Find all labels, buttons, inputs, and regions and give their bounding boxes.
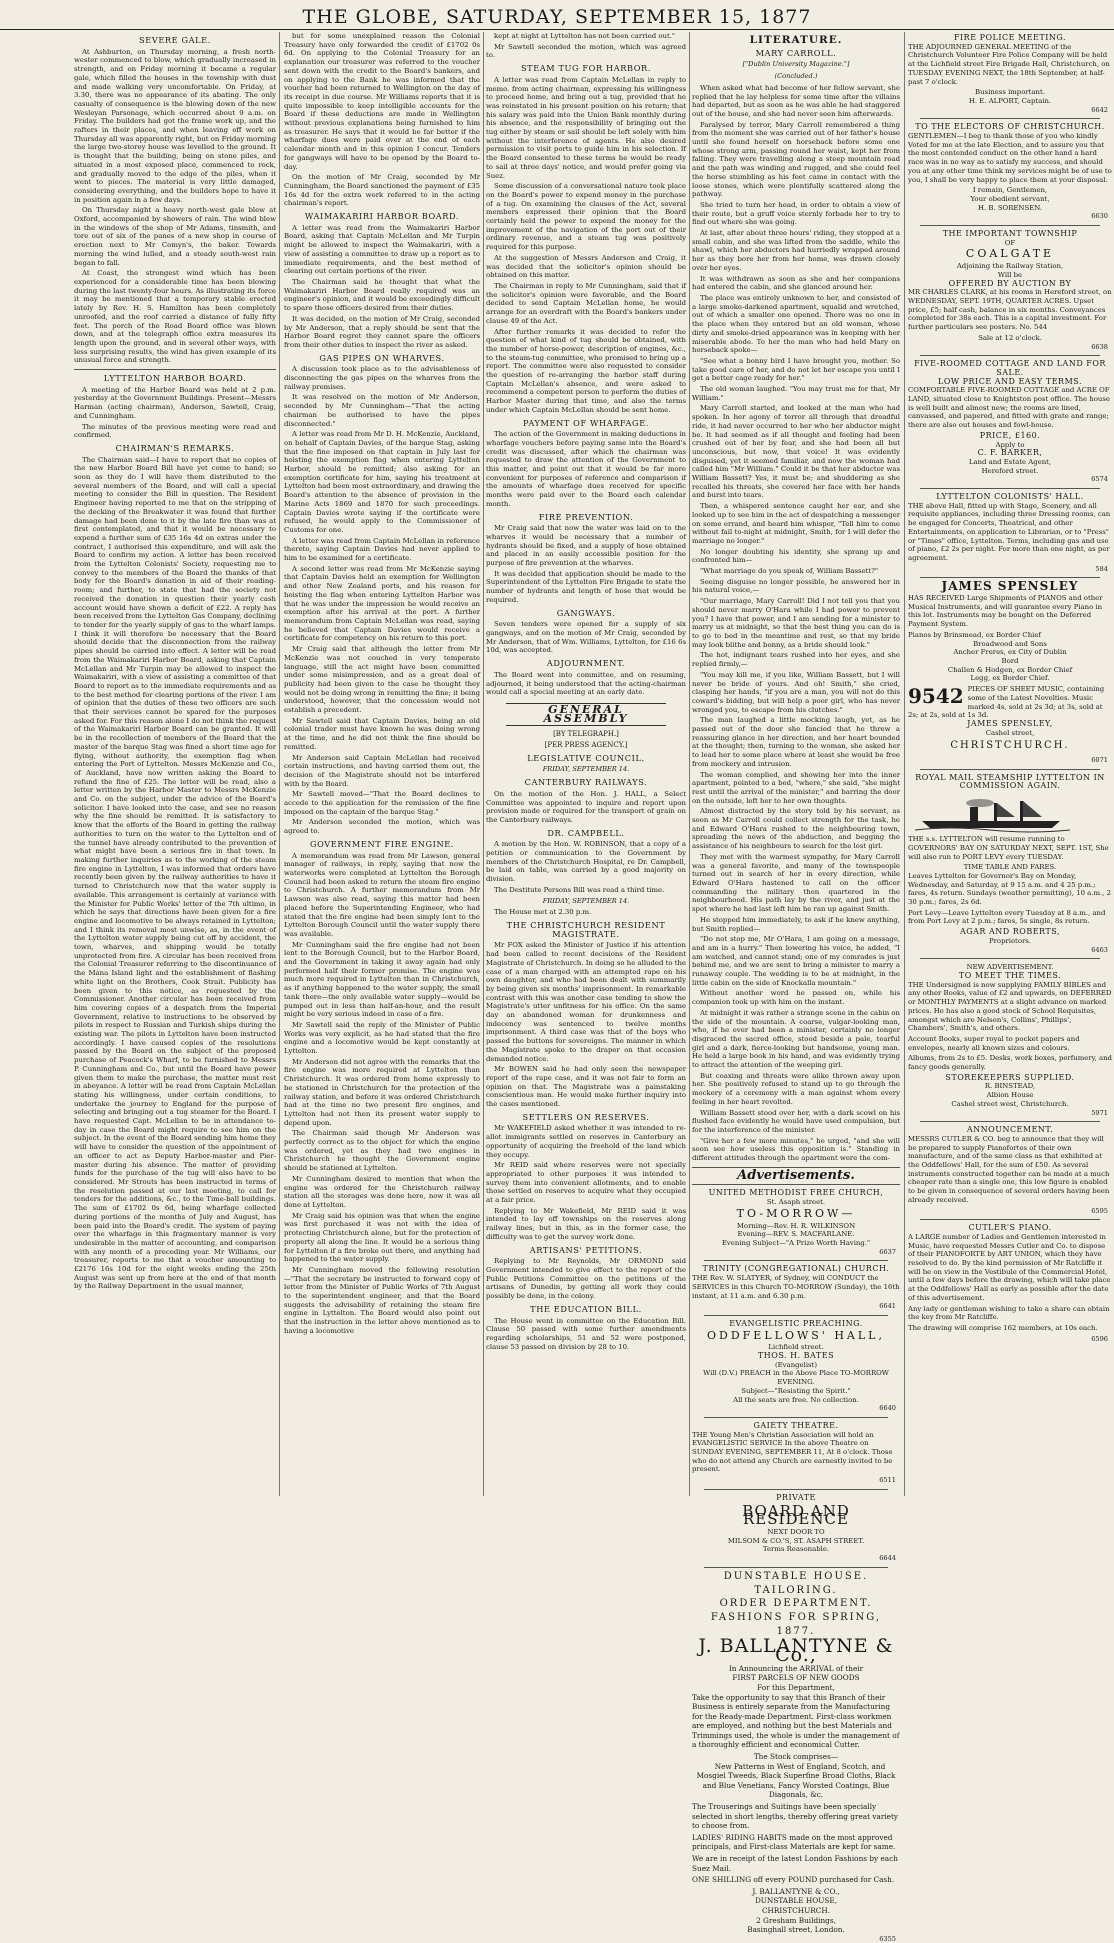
paragraph: "See what a bonny bird I have brought you, mother. So take good care of her, and do not let her escape you until I get a better cage ready for her." bbox=[692, 356, 900, 383]
divider bbox=[704, 1315, 888, 1316]
paragraph: Mr WAKEFIELD asked whether it was intended to re-allot immigrants settled on reserves in Canterbury an opportunity of acquiring the freehold of the land which they occupy. bbox=[486, 1124, 686, 1159]
ad-title: FIVE-ROOMED COTTAGE AND LAND FOR SALE. bbox=[914, 359, 1106, 377]
ad-number: 6595 bbox=[1091, 1206, 1108, 1215]
paragraph: Paralysed by terror, Mary Carroll remembered a thing from the moment she was carried out of her father's house until she found herself on horseback before some one whose strong arm, passing round her waist, kept her from falling. They were travelling along a steep mountain road and the path was winding and rugged, and she could feel the horse stumbling as his feet came in contact with the loose stones, which were plentifully scattered along the pathway. bbox=[692, 120, 900, 199]
headline-severe-gale: SEVERE GALE. bbox=[139, 35, 211, 45]
ad-number: 6644 bbox=[879, 1554, 896, 1563]
ad-text: ONE SHILLING off every POUND purchased for Cash. bbox=[692, 1875, 895, 1885]
ad-line: H. B. SORENSEN. bbox=[978, 203, 1042, 212]
column-rule bbox=[483, 32, 484, 1496]
ad-coalgate bbox=[908, 230, 1112, 351]
ad-text: HAS RECEIVED Large Shipments of PIANOS and other Musical Instruments, and will guarantee every Piano in this lot. Instruments may be bought on the Deferred Payment System. bbox=[908, 594, 1103, 629]
ad-line: Adjoining the Railway Station, bbox=[956, 262, 1064, 271]
ad-line: Albion House bbox=[986, 1091, 1034, 1100]
ad-line: Business important. bbox=[975, 88, 1045, 97]
paragraph: Mr Craig said that now the water was laid on to the wharves it would be necessary that a number of hydrants should be fixed, and a supply of hose obtained and placed in an easily accessible position for the purpose of fire prevention at the wharves. bbox=[486, 524, 686, 568]
ad-line: Sale at 12 o'clock. bbox=[978, 333, 1042, 342]
subheading: THE CHRISTCHURCH RESIDENT MAGISTRATE. bbox=[506, 919, 666, 939]
subheading: STEAM TUG FOR HARBOR. bbox=[520, 63, 652, 74]
ad-colonists-hall bbox=[908, 493, 1112, 573]
dateline: FRIDAY, SEPTEMBER 14. bbox=[542, 765, 630, 774]
paragraph: It was decided that application should be made to the Superintendent of the Lyttelton Fire Brigade to state the number of hydrants and length of hose that would be required. bbox=[486, 569, 686, 604]
ad-line: The Stock comprises— bbox=[753, 1752, 839, 1762]
paragraph: Seven tenders were opened for a supply of six gangways, and on the motion of Mr Craig, seconded by Mr Anderson, that of Wm. Williams, Lyttelton, for £16 6s 10d, was accepted. bbox=[486, 620, 686, 655]
steamship-illustration bbox=[910, 793, 1110, 833]
ad-agent: C. F. BARKER, bbox=[977, 448, 1043, 458]
paragraph: He stopped him immediately, to ask if he knew anything, but Smith replied— bbox=[692, 915, 900, 933]
ad-line: Ancher Freres, ex City of Dublin bbox=[953, 648, 1067, 657]
ad-cottage-sale bbox=[908, 360, 1112, 484]
ad-trinity-church bbox=[692, 1265, 900, 1311]
paragraph: A second letter was read from Mr McKenzie saying that Captain Davies held an exemption for Wellington and other New Zealand ports, and his reason for hoisting the flag when entering Lyttelton Harbor was that he was under the impression he would receive an exemption after his arrival at the port. A further memorandum from Captain McLellan was read, saying he believed that Captain Davies would receive a certificate for competency on his return to this port. bbox=[284, 564, 480, 643]
column-2 bbox=[284, 32, 480, 1496]
ad-role: (Evangelist) bbox=[774, 1360, 818, 1369]
subheading: SETTLERS ON RESERVES. bbox=[522, 1111, 650, 1122]
ad-electors bbox=[908, 123, 1112, 221]
paragraph: Mr Anderson did not agree with the remarks that the fire engine was more required at Lyttelton than Christchurch. It was ordered from home expressly to be stationed in Christchurch for the protection of the railway station, and before it was ordered Christchurch had at the time no two present fire engines, and Lyttelton had not then its present water supply to depend upon. bbox=[284, 1057, 480, 1127]
subheading: PAYMENT OF WHARFAGE. bbox=[523, 417, 649, 428]
subheading: CHAIRMAN'S REMARKS. bbox=[115, 442, 235, 453]
ad-number: 6511 bbox=[879, 1476, 896, 1485]
divider bbox=[74, 369, 276, 370]
ad-line: CHRISTCHURCH. bbox=[761, 1905, 831, 1915]
paragraph: But coaxing and threats were alike thrown away upon her. She positively refused to stand up to go through the mockery of a ceremony with a man against whom every feeling in her heart revolted. bbox=[692, 1071, 900, 1106]
ad-headline: COALGATE bbox=[965, 247, 1055, 261]
ad-text: COMFORTABLE FIVE-ROOMED COTTAGE and ACRE OF LAND, situated close to Knightston post office. The house is well built and almost new; the rooms are lined, canvassed, and papered, and fitted with grate and range; there are also out houses and fowl-house. bbox=[908, 386, 1110, 430]
subheading: WAIMAKARIRI HARBOR BOARD. bbox=[304, 211, 460, 222]
divider bbox=[920, 355, 1100, 356]
ad-hall: ODDFELLOWS' HALL, bbox=[707, 1328, 885, 1342]
ad-line: Terms Reasonable. bbox=[762, 1545, 830, 1554]
paragraph: Mr Craig said that although the letter from Mr McKenzie was not couched in very temperate language, still the act might have been committed under some misimpression, and as a great deal of publicity had been given to the case he thought they would not be doing wrong in remitting the fine; it being understood, however, that the concession would not establish a precedent. bbox=[284, 645, 480, 715]
ad-text: Port Levy—Leave Lyttelton every Tuesday at 8 a.m., and from Port Levy at 2 p.m.; fares, 5s single, 8s return. bbox=[908, 908, 1106, 926]
ad-number: 6596 bbox=[1091, 1334, 1108, 1343]
ad-text: LADIES' RIDING HABITS made on the most approved principals, and First-class Materials are kept for same. bbox=[692, 1832, 896, 1852]
ad-james-spensley bbox=[908, 579, 1112, 765]
ad-methodist-church bbox=[692, 1189, 900, 1256]
ad-title: CUTLER'S PIANO. bbox=[968, 1223, 1052, 1233]
ad-evangelistic-preaching bbox=[692, 1320, 900, 1413]
divider bbox=[920, 1121, 1100, 1122]
ad-text: Any lady or gentleman wishing to take a share can obtain the key from Mr Ratcliffe. bbox=[908, 1304, 1110, 1322]
divider bbox=[920, 1219, 1100, 1220]
paragraph: At the suggestion of Messrs Anderson and Craig, it was decided that the solicitor's opinion should be obtained on this matter. bbox=[486, 253, 686, 280]
divider bbox=[704, 1489, 888, 1490]
paragraph: Mary Carroll started, and looked at the man who had spoken. In her agony of terror all through that dreadful ride, it had never occurred to her who her abductor might be. It had seemed as if all thought and feeling had been crushed out of her by fear, and she had been all but unconscious, but now, that voice! It was evidently disguised, yet it seemed familiar, and now the woman had called him "Mr William." Could it be that her abductor was William Bassett? Yes, it must be; and shuddering as she recalled his threats, she covered her face with her hands and burst into tears. bbox=[692, 404, 900, 500]
ad-line: Subject—"Resisting the Spirit." bbox=[741, 1386, 851, 1395]
paragraph: Mr Sawtell said that Captain Davies, being an old colonial trader must have known he was doing wrong at the time, and he did not think the fine should be remitted. bbox=[284, 716, 480, 751]
ad-headline: BOARD AND RESIDENCE bbox=[742, 1501, 850, 1529]
paragraph: The House went in committee on the Education Bill. Clause 50 passed with some further amendments regarding scholarships, 51 and 52 were postponed, clause 53 passed on division by 28 to 10. bbox=[486, 1316, 686, 1351]
subheading: ADJOURNMENT. bbox=[546, 658, 626, 669]
ad-line: Will (D.V.) PREACH in the Above Place TO-MORROW EVENING. bbox=[703, 1369, 889, 1387]
ad-line: Evening—REV. S. MACFARLANE. bbox=[737, 1230, 855, 1239]
ad-number: 6355 bbox=[879, 1934, 896, 1943]
paragraph: Seeing disguise no longer possible, he answered her in his natural voice,— bbox=[692, 577, 900, 595]
ad-board-residence bbox=[692, 1494, 900, 1563]
subheading: CANTERBURY RAILWAYS. bbox=[524, 777, 648, 788]
ad-text: The drawing will comprise 162 members, at 10s each. bbox=[908, 1324, 1098, 1332]
paragraph: The hot, indignant tears rushed into her eyes, and she replied firmly,— bbox=[692, 651, 900, 669]
paragraph: On the motion of Mr Craig, seconded by Mr Cunningham, the Board sanctioned the payment of £35 16s 4d for the extra work referred to in the acting chairman's report. bbox=[284, 173, 480, 208]
paragraph: The place was entirely unknown to her, and consisted of a large smoke-darkened apartment, squalid and wretched, out of which a smaller one opened. There was no one in the place when they entered but an old woman, whose dirty and smoke-dried appearance was in keeping with her miserable abode. To her the man who had held Mary on horseback spoke— bbox=[692, 293, 900, 355]
paragraph: Then, a whispered sentence caught her ear, and she looked up to see him in the act of despatching a messenger on some errand, and heard him whisper, "Tell him to come without fail to-night at midnight, Smith, for I will defer the marriage no longer." bbox=[692, 502, 901, 545]
paragraph: Mr REID said where reserves were not specially appropriated to other purposes it was intended to survey them into convenient allotments, and to enable those settled on reserves to acquire what they occupied at a fair price. bbox=[486, 1161, 686, 1205]
ad-number: 6463 bbox=[1091, 945, 1108, 954]
ad-line: Pianos by Brinsmead, ex Border Chief bbox=[908, 630, 1041, 639]
ad-line: Evening Subject—"A Prize Worth Having." bbox=[721, 1239, 871, 1247]
ad-number: 6641 bbox=[879, 1302, 896, 1311]
divider bbox=[920, 118, 1100, 119]
subheading: GANGWAYS. bbox=[556, 607, 616, 618]
ad-text: A LARGE number of Ladies and Gentlemen interested in Music, have requested Messrs Cutler and Co. to dispose of their PIANOFORTE by ART UNION, which they have resolved to do. By the kind permission of Mr Ratcliffe it will be on view in the Vestibule of the Commercial Hotel, until a few days before the drawing, which will take place at the Oddfellows' Hall as early as possible after the date of this advertisement. bbox=[908, 1232, 1111, 1302]
paragraph: "Do not stop me, Mr O'Hara, I am going on a message, and am in a hurry." Then lowering his voice, he added, "I am watched, and cannot stand; one of my comrades is just behind me, and we are sent to bring a minister to marry a runaway couple. The wedding is to be at midnight, in the little cabin on the side of Knockalla mountain." bbox=[692, 935, 900, 987]
ad-line: Your obedient servant, bbox=[970, 194, 1050, 203]
paragraph: The Board went into committee, and on resuming, adjourned, it being understood that the acting-chairman would call a special meeting at an early date. bbox=[486, 670, 686, 697]
ad-number: 6637 bbox=[879, 1247, 896, 1256]
ad-text: Albums, from 2s to £5. Desks, work boxes, perfumery, and fancy goods generally. bbox=[908, 1054, 1112, 1072]
ad-title: ANNOUNCEMENT. bbox=[966, 1125, 1054, 1135]
paragraph: At Ashburton, on Thursday morning, a fresh north-wester commenced to blow, which gradually increased in strength, and on Friday morning it became a regular gale, which filled the houses in the township with dust and made walking very uncomfortable. On Friday, at 3.30, there was no appearance of its abating. The only casualty of consequence is the blowing down of the new Wesleyan Parsonage, which occurred about 9 a.m. on Friday. The builders had got the frame work up, and the rafters in their places, and when leaving off work on Thursday all was apparently right, but on Friday morning the large two-storey house was levelled to the ground. It is thought that the building, being on stone piles, and situated in a most exposed place, commenced to rock, and gradually moved to the edge of the piles, when it went to pieces. The material is very little damaged, considering everything, and the builders hope to have it in position again in a few days. bbox=[74, 47, 276, 204]
ad-number: 6574 bbox=[1091, 475, 1108, 484]
paragraph: On the motion of the Hon. J. HALL, a Select Committee was appointed to inquire and report upon provision made or required for the transport of grain on the Canterbury railways. bbox=[486, 789, 686, 824]
column-5 bbox=[908, 32, 1112, 1496]
ad-title: TO MEET THE TIMES. bbox=[958, 970, 1062, 980]
ad-line: Will be bbox=[997, 270, 1023, 279]
ad-line: MILSOM & CO.'S, ST. ASAPH STREET. bbox=[727, 1536, 865, 1545]
paragraph: On Thursday night a heavy north-west gale blew at Oxford, accompanied by showers of rain. The wind blew in the windows of the shop of Mr Adams, tinsmith, and tore out of six of the panes of a new shop in course of erection next to Mr Comyn's, the baker. Towards morning the wind lulled, and a steady south-west rain began to fall. bbox=[74, 206, 276, 267]
paragraph: Mr Cunningham said the fire engine had not been lent to the Borough Council, but to the Harbor Board, and the Government in taking it away again had only performed half their former promise. The engine was much more required in Lyttelton than in Christchurch, as if anything happened to the water supply, the small tank there—the only available water supply—would be pumped out in less than half-an-hour, and the result might be very serious indeed in case of a fire. bbox=[284, 940, 480, 1019]
divider bbox=[920, 577, 1100, 578]
subheading: GAS PIPES ON WHARVES. bbox=[319, 352, 445, 363]
paragraph: Mr BOWEN said he had only seen the newspaper report of the rape case, and it was not fair to form an opinion on that. The Magistrate was a painstaking conscientious man. He would make further inquiry into the cases mentioned. bbox=[486, 1065, 686, 1109]
paragraph: They met with the warmest sympathy, for Mary Carroll was a general favorite, and many of the townspeople turned out in search of her in every direction, while Edward O'Hara hastened to call on the officer commanding the military then quartered in the neighbourhood. His path lay by the river, and just at the spot where he had last left him he ran up against Smith. bbox=[692, 852, 900, 914]
ad-address: St. Asaph street. bbox=[766, 1198, 826, 1207]
ad-title: JAMES SPENSLEY bbox=[941, 579, 1079, 594]
divider bbox=[692, 1184, 900, 1185]
divider bbox=[920, 958, 1100, 959]
divider bbox=[704, 1417, 888, 1418]
divider bbox=[920, 769, 1100, 770]
paragraph: A letter was read from Captain McLellan in reply to memo. from acting chairman, expressing his willingness to proceed home, and bring out a tug, provided that he was reinstated in his present position on his return; that his salary was paid into the Union Bank monthly during his absence, and the responsibility of bringing out the tug either by steam or sail should be left solely with him without the interference of agents. He also desired permission to visit ports to guide him in his selection. If the Board consented to these terms he would be ready to sail at three days' notice, and would prefer going via Suez. bbox=[486, 75, 686, 180]
story-title: MARY CARROLL. bbox=[755, 47, 837, 58]
ad-cutler-piano bbox=[908, 1224, 1112, 1343]
ad-line: Bord bbox=[1001, 657, 1019, 665]
ad-dunstable-house bbox=[692, 1570, 900, 1943]
ad-preacher: THOS. H. BATES bbox=[757, 1351, 835, 1361]
paragraph: A memorandum was read from Mr Lawson, general manager of railways, in reply, saying that now the waterworks were completed at Lyttelton the Borough Council had been asked to return the steam fire engine to Christchurch. A further memorandum from Mr Lawson was also read, saying this matter had been placed before the Superintending Engineer, who had stated that the fire engine had been simply lent to the Lyttelton Borough Council until the water supply there was available. bbox=[284, 851, 480, 938]
ad-line: I remain, Gentlemen, bbox=[972, 186, 1048, 195]
subheading: THE EDUCATION BILL. bbox=[530, 1303, 642, 1314]
ad-title: DUNSTABLE HOUSE. bbox=[723, 1570, 869, 1582]
press-agency-label: [PER PRESS AGENCY.] bbox=[544, 741, 628, 750]
general-assembly-heading: GENERAL ASSEMBLY bbox=[506, 703, 666, 726]
ad-text: THE Undersigned is now supplying FAMILY BIBLES and any other Books, value of £2 and upwards, on DEFERRED or MONTHLY PAYMENTS at a slight advance on marked prices. He has also a good stock of School Requisites, amongst which are Nelson's, Collins', Phillips', Chambers', Smith's, and others. bbox=[908, 980, 1112, 1033]
ad-text: MESSRS CUTLER & CO. beg to announce that they will be prepared to supply Pianofortes of their own manufacture, and of the same class as that exhibited at the Oddfellows' Hall, for the sum of £50. As several instruments constructed together can be made at a much cheaper rate than a single one, this low figure is enabled to be given in consequence of several orders having been already received. bbox=[908, 1134, 1110, 1204]
divider bbox=[704, 1567, 888, 1568]
paragraph: The Chairman said though Mr Anderson was perfectly correct as to the object for which the engine was ordered, yet as they had two engines in Christchurch he thought the Government engine should be stationed at Lyttelton. bbox=[284, 1129, 480, 1173]
ad-line: All the seats are free. No collection. bbox=[733, 1395, 859, 1404]
paragraph: The minutes of the previous meeting were read and confirmed. bbox=[74, 422, 276, 440]
ad-subtitle: LOW PRICE AND EASY TERMS. bbox=[938, 376, 1082, 386]
ad-big-number: 9542 bbox=[908, 684, 964, 709]
paragraph: The Chairman said he thought that what the Waimakariri Harbor Board really required was an engineer's opinion, and it would be exceedingly difficult to spare those officers desired from their duties. bbox=[284, 277, 481, 313]
ad-line: Challen & Hodgen, ex Border Chief bbox=[947, 665, 1073, 674]
ad-text: New Patterns in West of England, Scotch, and Mosgiel Tweeds, Black Superfine Broad Cloths, Black and Blue Venetians, Fancy Worsted Coatings, Blue Diagonals, &c. bbox=[696, 1761, 896, 1800]
columns bbox=[0, 32, 1114, 1943]
ad-line: J. BALLANTYNE & CO., bbox=[752, 1886, 840, 1896]
paragraph: The House met at 2.30 p.m. bbox=[494, 908, 592, 917]
paragraph: Mr Sawtell said the reply of the Minister of Public Works was very explicit, as he had stated that the fire engine and a locomotive would be kept constantly at Lyttelton. bbox=[284, 1020, 480, 1056]
ad-line: Basinghall street, London. bbox=[747, 1925, 845, 1935]
story-continuation: (Concluded.) bbox=[774, 72, 818, 81]
ad-steamship-lyttelton bbox=[908, 774, 1112, 955]
ad-line: Cashel street, bbox=[985, 728, 1035, 737]
paragraph: William Bassett stood over her, with a dark scowl on his flushed face evidently he would have used compulsion, but for the interference of the minister. bbox=[692, 1108, 900, 1134]
paragraph: Mr FOX asked the Minister of Justice if his attention had been called to recent decisions of the Resident Magistrate of Christchurch. In doing so he alluded to the case of a man charged with an attempted rape on his own daughter, and who had been dealt with summarily by being given six months' imprisonment. In remarkable contrast with this was another case tending to show the Magistrate's utter unfitness for his office. On the same day an abandoned woman for drunkenness and indecency was sentenced to twelve months imprisonment. A third case was that of the boys who passed the buttons for sovereigns. The manner in which the Magistrate spoke to the draper on that occasion demanded notice. bbox=[486, 941, 686, 1063]
paragraph: The old woman laughed. "You may trust me for that, Mr William." bbox=[692, 385, 900, 402]
ad-text: Take the opportunity to say that this Branch of their Business is entirely separate from the Manufacturing for the Ready-made Department. First-class workmen are employed, and nothing but the best Materials and Trimmings used, the whole is under the management of a thoroughly efficient and economical Cutter. bbox=[692, 1692, 900, 1750]
ad-subtitle: TIME TABLE AND FARES. bbox=[963, 863, 1057, 872]
ad-number: 6642 bbox=[1091, 105, 1108, 114]
ad-cutler-announcement bbox=[908, 1126, 1112, 1215]
ad-text: GENTLEMEN—I beg to thank those of you who kindly Voted for me at the late Election, and to assure you that the most contended conduct on the other hand a hard race was in no way as to satisfy my success, and should you at any other time think my services might be of use to you, I shall be very happy to place them at your disposal. bbox=[908, 132, 1112, 184]
paragraph: "Give her a few more minutes," he urged, "and she will soon see how useless this opposition is." Standing in different attitudes through the apartment were the com- bbox=[692, 1136, 900, 1163]
ad-text: THE Young Men's Christian Association will hold an EVANGELISTIC SERVICE In the above Theatre on SUNDAY EVENING, SEPTEMBER 11, At 8 o'clock. Those who do not attend any Church are earnestly invited to be present. bbox=[692, 1430, 893, 1474]
ad-line: FASHIONS FOR SPRING, bbox=[710, 1611, 882, 1623]
ad-title: GAIETY THEATRE. bbox=[753, 1420, 839, 1430]
ad-text: THE ADJOURNED GENERAL MEETING of the Christchurch Volunteer Fire Police Company will be held at the Lichfield street Fire Brigade Hall, Christchurch, on TUESDAY EVENING NEXT, the 18th September, at half-past 7 o'clock. bbox=[908, 42, 1110, 86]
paragraph: "What marriage do you speak of, William Bassett?" bbox=[700, 567, 879, 576]
ad-text: MR CHARLES CLARK, at his rooms in Hereford street, on WEDNESDAY, SEPT. 19TH, QUARTER ACRES. Upset price, £5; half cash, balance in six months. Conveyances completed for 38s each. This is a capital investment. For further particulars see posters. No. 544 bbox=[908, 288, 1112, 332]
ad-line: Legg, ex Border Chief. bbox=[970, 674, 1050, 683]
paragraph: No longer doubting his identity, she sprang up and confronted him— bbox=[692, 547, 900, 565]
ad-number: 584 bbox=[1095, 564, 1108, 573]
ad-fire-police bbox=[908, 34, 1112, 114]
ad-line: ORDER DEPARTMENT. bbox=[719, 1598, 873, 1610]
ad-meet-the-times bbox=[908, 963, 1112, 1117]
ad-title: UNITED METHODIST FREE CHURCH, bbox=[708, 1188, 884, 1198]
ad-address: Lichfield street. bbox=[768, 1343, 824, 1352]
ad-line: H. E. ALPORT, Captain. bbox=[968, 96, 1052, 105]
paragraph: At midnight it was rather a strange scene in the cabin on the side of the mountain. A coarse, vulgar-looking man, who, if he ever had been a minister, certainly no longer disgraced the sacred office, stood beside a pale, tearful girl and a dark, fierce-looking but handsome, young man. He held a large book in his hand, and was evidently trying to attract the attention of the weeping girl. bbox=[692, 1008, 900, 1070]
ad-line: Morning—Rev. H. R. WILKINSON bbox=[736, 1221, 856, 1230]
ad-line: Apply to bbox=[995, 440, 1025, 449]
paragraph: but for some unexplained reason the Colonial Treasury have only forwarded the credit of £1702 0s 6d. On applying to the Colonial Treasury for an explanation our treasurer was referred to the voucher sent down with the credit to the Board's bankers, and on applying to the Bank he was informed that the voucher had been returned to Wellington on the day of its receipt in due course. Mr Williams reports that it is quite impossible to keep intelligible accounts for the Board if these deductions are made in Wellington without previous explanations being furnished to him as treasurer. He says that it would be far better if the wharfage dues were paid over at the end of each calendar month and in this opinion I concur. Tenders for gangways will have to be opened by the Board to-day. bbox=[284, 32, 480, 171]
paragraph: A letter was read from the Waimakariri Harbor Board, asking that Captain McLellan and Mr Turpin might be allowed to inspect the Waimakariri, with a view of assisting a committee to draw up a report as to immediate requirements, and the best method of clearing out certain portions of the river. bbox=[284, 223, 480, 276]
ad-line: 1877. bbox=[776, 1625, 816, 1637]
paragraph: Replying to Mr Reynolds, Mr ORMOND said Government intended to give effect to the report of the Public Petitions Committee on the petitions of the artisans of Dunedin, by getting all work they could possibly be done, in the colony. bbox=[486, 1257, 686, 1301]
ad-title: TO THE ELECTORS OF CHRISTCHURCH. bbox=[915, 122, 1105, 132]
divider bbox=[920, 488, 1100, 489]
ad-firm-name: J. BALLANTYNE & Co., bbox=[698, 1635, 894, 1667]
ad-text: THE above Hall, fitted up with Stage, Scenery, and all requisite appliances, including three Dressing rooms, can be engaged for Concerts, Theatrical, and other Entertainments, on application to Librarian, or to "Press" or "Times" office, Lyttelton. Terms, including gas and use of piano, £2 2s per night. For more than one night, as per agreement. bbox=[908, 501, 1111, 562]
headline-harbor-board: LYTTELTON HARBOR BOARD. bbox=[103, 373, 247, 384]
ad-number: 6638 bbox=[1091, 342, 1108, 351]
paragraph: A meeting of the Harbor Board was held at 2 p.m. yesterday at the Government Buildings. Present—Messrs Harman (acting chairman), Anderson, Sawtell, Craig, and Cunningham. bbox=[74, 385, 276, 420]
telegraph-label: [BY TELEGRAPH.] bbox=[553, 730, 619, 739]
paragraph: A letter was read from Mr D. H. McKenzie, Auckland, on behalf of Captain Davies, of the barque Stag, asking that the fine imposed on that captain in July last for hoisting the exemption flag when entering Lyttelton Harbor, should be remitted; also asking for an exemption certificate for him, saying his treatment at Lyttelton had been most extraordinary, and drawing the Board's attention to the absence of provision in the Marine Acts 1869 and 1870 for such proceedings. Captain Davies wrote saying if the certificate were refused, he would apply to the Commissioner of Customs for one. bbox=[284, 430, 481, 534]
ad-line: PRIVATE bbox=[776, 1492, 816, 1502]
paragraph: After further remarks it was decided to refer the question of what kind of tug should be obtained, with the number of horse-power, description of engines, &c., to the steam-tug committee, who promised to bring up a report. The committee were also requested to consider the question of re-arranging the harbor staff during Captain McLellan's absence, and were asked to recommend a competent person to perform the duties of Harbor Master during that time, and also the terms under which Captain McLellan should be sent home. bbox=[486, 327, 686, 414]
paragraph: Mr Cunningham moved the following resolution—"That the secretary be instructed to forward copy of letter from the Minister of Public Works of 7th August to the superintendent engineer, and that the Board suggests the advisability of retaining the steam fire engine in Lyttelton. The Board would also point out that the instruction in the letter above mentioned as to having a locomotive bbox=[284, 1265, 480, 1335]
ad-text: Leaves Lyttelton for Governor's Bay on Monday, Wednesday, and Saturday, at 9 15 a.m. and 4 25 p.m.; fares, 4s return. Sundays (weather permitting), 10 a.m., 2 30 p.m.; fares, 2s 6d. bbox=[908, 871, 1111, 907]
ad-number: 6071 bbox=[1091, 756, 1108, 765]
paragraph: At Coast, the strongest wind which has been experienced for a considerable time has been blowing during the last twenty-four hours. As illustrating its force it may be mentioned that a temporary stable erected lately by Rev. H. S. Hamilton has been completely unroofed, and the roof carried a distance of fully fifty feet. The porch of the Road Board office was blown down, and at the telegraph office extra measures its length upon the ground, and in several other ways, with less surprising results, the wind has given example of its unusual force and strength. bbox=[74, 269, 276, 365]
paragraph: The Chairman said—I have to report that no copies of the new Harbor Board Bill have yet come to hand; so soon as they do I will have them distributed to the several members of the Board, and will call a special meeting to consider the Bill in question. The Resident Engineer having reported to me that on the stripping of the decking of the Breakwater it was found that further damage had been done to it by the late fire than was at first contemplated, and that it would be necessary to expend a further sum of £35 16s 4d on extras under the contract, I authorised this expenditure, and will ask the Board to confirm my action. A letter has been received from the Lyttelton Colonists' Society, requesting me to convey to the members of the Board the thanks of that body for the Board's donation in aid of their reading-room; and further, to state that had the society not received the donation in question their yearly cash account would have shown a deficit of £22. A reply has been received from the Lyttelton Gas Company, declining to tender for the yearly supply of gas to the wharf lamps. I think it will therefore be necessary that the Board should decide that the disconnection from the railway pipes should be carried into effect. A letter will be read from the Waimakariri Harbor Board, asking that Captain McLellan and Mr Turpin may be allowed to inspect the Waimakariri, with a view of assisting a committee of that Board to report as to the immediate requirements and as to the best method for clearing portions of the river. I am of opinion that the duties of these two officers are such that their services cannot be spared for the purposes asked for. For this reason alone I do not think the request of the Waimakariri Harbor Board can be granted. It will be in the recollection of members of the Board that the master of the barque Stag was fined a short time ago for flying, without authority, the exemption flag when entering the Port of Lyttelton. Messrs McKenzie and Co., of Auckland, have now written asking the Board to refund the fine of £25. The letter will be read, also a letter written by the Harbor Master to Messrs McKenzie and Co. on the subject, under the advice of the Board's solicitor. I have looked into the case, and see no reason why the fine should be remitted. It is satisfactory to know that the efforts of the Board in getting the railway authorities to turn on the water to the Lyttelton end of the tunnel have already contributed to the prevention of what might have been a serious fire in that town. In making further inquiries as to the working of the steam fire engine in Lyttelton, I was informed that orders have recently been given by the railway authorities to have it turned to Christchurch now that the water supply is available. This arrangement is certainly at variance with the Minister for Public Works' letter of the 7th ultimo, in which he says that directions have been given for a fire engine and locomotive to be always retained in Lyttelton; and I think its removal most unwise, as, in the event of the Lyttelton water supply being cut off by accident, the town, wharves, and shipping would be totally unprotected from fire. A circular has been received from the Colonial Treasurer referring to the discontinuance of the Mana Island light and the establishment of flashing white light on the Brothers, Cook Strait. Publicity has been given to this notice, as requested by the Commissioner. Another circular has been received from him covering copies of a despatch from the Imperial Government, relative to instructions to be observed by pilots in respect to Russian and Turkish ships during the existing war. The pilots in Lyttelton have been instructed accordingly. I have caused copies of the resolutions passed by the Board on the subject of the proposed purchase of Peacock's Wharf, to be furnished to Messrs P. Cunningham and Co., but until the Board have power given them to make the purchase, the matter must rest in abeyance. A letter will be read from Captain McLellan stating his willingness, under certain conditions, to undertake the journey to England for the purpose of selecting and bringing out a tug steamer for the Board. I have requested Capt. McLellan to be in attendance to-day in case the Board might require to see him on the subject. In the event of the Board sending him home they will have to consider the question of the appointment of an officer to act as Deputy Harbor-master and Pier-master during his absence. The matter of providing funds for the purchase of the tug will also have to be considered. Mr Strouts has been instructed in terms of the resolution passed at our last meeting, to call for tenders for the additions, &c., to the Time-ball buildings. The sum of £1702 0s 6d, being wharfage collected during portions of the months of July and August, has been paid into the Board's credit. The system of paying over the wharfage in this fragmentary manner is very undesirable in the matter of accounting, and comparison with any month of a preceding year. Mr Williams, our treasurer, reports to me that a voucher amounting to £2176 16s 10d for the eight weeks ending the 25th August was sent up from here at the end of that month by the Railway Department in the usual manner, bbox=[74, 455, 276, 1291]
paragraph: "You may kill me, if you like, William Bassett, but I will never be bride of yours. And oh! Smith," she cried, clasping her hands, "if you are a man, you will not do this coward's bidding, but will help a poor girl, who has never wronged you, to escape from his clutches." bbox=[692, 670, 900, 714]
ad-line: JAMES SPENSLEY, bbox=[967, 718, 1053, 728]
ad-line: OF bbox=[1004, 238, 1016, 247]
paragraph: When asked what had become of her fellow servant, she replied that he lay helpless for some time after the villains had departed, but as soon as he was able he had staggered out of the house, and she had never seen him afterwards. bbox=[692, 83, 900, 118]
ad-text: Account Books, super royal to pocket papers and envelopes, nearly all known sizes and colours. bbox=[908, 1034, 1080, 1052]
divider bbox=[704, 1260, 888, 1261]
ad-headline: TO-MORROW— bbox=[736, 1206, 856, 1220]
ad-title: EVANGELISTIC PREACHING. bbox=[729, 1318, 863, 1328]
ad-text: THE Rev. W. SLATYER, of Sydney, will CONDUCT the SERVICES in this Church TO-MORROW (Sunday), the 16th instant, at 11 a.m. and 6.30 p.m. bbox=[692, 1274, 900, 1300]
column-3 bbox=[486, 32, 686, 1496]
paragraph: A motion by the Hon. W. ROBINSON, that a copy of a petition or communication to the Government by members of the Christchurch Hospital, re Dr. Campbell, be laid on table, was carried by a good majority on division. bbox=[486, 840, 686, 884]
paragraph: Mr Anderson said Captain McLellan had received certain instructions, and having carried them out, the decision of the Magistrate should not be interfered with by the Board. bbox=[284, 753, 480, 788]
paragraph: Replying to Mr Wakefield, Mr REID said it was intended to lay off townships on the reserves along railway lines, but in this, as in the former case, the difficulty was to get the survey work done. bbox=[486, 1206, 686, 1241]
paragraph: kept at night at Lyttelton has not been carried out." bbox=[494, 32, 676, 40]
ad-line: FIRST PARCELS OF NEW GOODS bbox=[732, 1673, 860, 1683]
paragraph: The Chairman in reply to Mr Cunningham, said that if the solicitor's opinion were favorable, and the Board decided to send Captain McLellan home, he would arrange for an overdraft with the Board's bankers under clause 49 of the Act. bbox=[486, 281, 686, 325]
ad-line: TAILORING. bbox=[754, 1584, 838, 1596]
subheading: ARTISANS' PETITIONS. bbox=[529, 1244, 643, 1255]
paragraph: It was resolved on the motion of Mr Anderson, seconded by Mr Cunningham—"That the acting chairman be authorised to have the pipes disconnected." bbox=[284, 393, 480, 428]
ad-line: Hereford street. bbox=[981, 466, 1039, 475]
paragraph: At last, after about three hours' riding, they stopped at a small cabin, and she was lifted from the saddle, while the shawl, which her abductors had hurriedly wrapped around her as they bore her from her home, was drawn closely over her eyes. bbox=[692, 229, 900, 272]
advertisements-heading: Advertisements. bbox=[737, 1167, 855, 1183]
paragraph: Mr Cunningham desired to mention that when the engine was ordered for the Christchurch railway station all the storages was done here, now it was all done at Lyttelton. bbox=[284, 1174, 480, 1209]
headline-legislative-council: LEGISLATIVE COUNCIL. bbox=[527, 752, 645, 763]
ad-line: AGAR AND ROBERTS, bbox=[959, 927, 1060, 937]
divider bbox=[920, 225, 1100, 226]
paragraph: She tried to turn her head, in order to obtain a view of their route, but a gruff voice sternly forbade her to try to find out where she was going. bbox=[692, 200, 900, 227]
ad-title: ROYAL MAIL STEAMSHIP LYTTELTON IN COMMISSION AGAIN. bbox=[915, 772, 1105, 791]
paragraph: Mr Sawtell moved—"That the Board declines to accede to the application for the remission of the fine imposed on the captain of the barque Stag." bbox=[284, 790, 480, 816]
ad-gaiety-theatre bbox=[692, 1422, 900, 1485]
ad-line: Broadwood and Sons bbox=[973, 639, 1047, 648]
paragraph: Mr Sawtell seconded the motion, which was agreed to. bbox=[486, 42, 686, 60]
ad-line: For this Department, bbox=[757, 1682, 835, 1692]
paragraph: The woman complied, and showing her into the inner apartment, pointed to a bed, "where," she said, "she might rest until the arrival of the minister," and barring the door on the outside, left her to her own thoughts. bbox=[692, 770, 900, 805]
paragraph: Mr Anderson seconded the motion, which was agreed to. bbox=[284, 818, 480, 836]
column-rule bbox=[689, 32, 690, 1496]
subheading: FIRE PREVENTION. bbox=[538, 511, 634, 522]
paragraph: Without another word he passed on, while his companion took up with him on the instant. bbox=[692, 989, 900, 1007]
paragraph: Mr Craig said his opinion was that when the engine was first purchased it was not with the idea of protecting Christchurch alone, but for the protection of property all along the line. It would be a serious thing for Lyttelton if a fire broke out there, and anything had happened to the water supply. bbox=[284, 1211, 480, 1264]
dateline: FRIDAY, SEPTEMBER 14. bbox=[542, 896, 630, 905]
ad-line: OFFERED BY AUCTION BY bbox=[948, 278, 1072, 288]
paragraph: A letter was read from Captain McLellan in reference thereto, saying Captain Davies had never applied to him to be examined for a certificate. bbox=[284, 536, 480, 563]
paragraph: The Destitute Persons Bill was read a third time. bbox=[494, 885, 665, 894]
story-source: ["Dublin University Magazine."] bbox=[742, 60, 850, 69]
masthead bbox=[0, 4, 1114, 30]
ad-text: The Trouserings and Suitings have been specially selected in short lengths, thereby offering great variety to choose from. bbox=[692, 1802, 899, 1831]
ad-line: NEXT DOOR TO bbox=[767, 1527, 825, 1536]
ad-number: 5971 bbox=[1091, 1108, 1108, 1117]
ad-text: We are in receipt of the latest London Fashions by each Suez Mail. bbox=[692, 1854, 898, 1873]
paragraph: Almost distracted by the story told by his servant, as soon as Mr Carroll could collect strength for the task, he and Edward O'Hara rushed to the neighbouring town, spreading the news of the abduction, and begging the assistance of his neighbours to search for the lost girl. bbox=[692, 807, 900, 851]
column-1 bbox=[74, 32, 276, 1496]
subheading: GOVERNMENT FIRE ENGINE. bbox=[309, 838, 455, 849]
paragraph: A discussion took place as to the advisableness of disconnecting the gas pipes on the wharves from the railway premises. bbox=[284, 365, 480, 391]
ad-number: 6640 bbox=[879, 1404, 896, 1413]
column-rule bbox=[904, 32, 905, 1496]
paragraph: "Our marriage, Mary Carroll! Did I not tell you that you should never marry O'Hara while I had power to prevent you? I have that power, and I am sending for a minister to marry us at midnight, so that the best thing you can do is to go to bed in the meantime and rest, so that my bride may look blithe and bonny, as a bride should look." bbox=[692, 597, 900, 649]
ad-line: Land and Estate Agent, bbox=[968, 457, 1052, 466]
headline-literature: LITERATURE. bbox=[749, 34, 843, 46]
ad-number: 6630 bbox=[1091, 212, 1108, 221]
ad-line: Proprietors. bbox=[988, 936, 1031, 945]
ad-title: FIRE POLICE MEETING. bbox=[953, 33, 1067, 42]
ad-title: LYTTELTON COLONISTS' HALL. bbox=[936, 492, 1084, 502]
paragraph: The man laughed a little mocking laugh, yet, as he passed out of the door she fancied that he threw a reassuring glance in her direction, and her heart bounded at the thought; then, turning to the woman, she asked her to lead her to some place where at least she would be free from mockery and intrusion. bbox=[692, 716, 900, 768]
subheading: DR. CAMPBELL. bbox=[547, 827, 625, 838]
ad-text: PIECES OF SHEET MUSIC, containing some of the Latest Novelties. Music marked 4s, sold at 2s 3d; at 3s, sold at 2s; at 2s, sold at 1s 3d. bbox=[908, 685, 1105, 720]
paragraph: It was withdrawn as soon as she and her companions had entered the cabin, and she glanced around her. bbox=[692, 274, 900, 292]
paragraph: The action of the Government in making deductions in wharfage vouchers before paying same into the Board's credit was discussed, after which the chairman was requested to draw the attention of the Government to this matter, and point out that it would be far more convenient for purposes of reference and comparison if the amounts of wharfage dues received for specific months were paid over to the Board each calendar month. bbox=[486, 430, 686, 508]
ad-line: STOREKEEPERS SUPPLIED. bbox=[945, 1072, 1075, 1082]
newspaper-title: THE GLOBE, SATURDAY, SEPTEMBER 15, 1877 bbox=[302, 5, 812, 28]
ad-line: CHRISTCHURCH. bbox=[950, 740, 1070, 752]
column-4 bbox=[692, 32, 901, 1943]
column-rule bbox=[279, 32, 280, 1496]
paragraph: Some discussion of a conversational nature took place on the Board's power to expend money in the purchase of a tug. On examining the clauses of the Act, several members expressed their opinion that the Board certainly held the power to expend the money for the improvement of the navigation of the port out of their ordinary revenue, and a steam tug was positively required for this purpose. bbox=[486, 182, 686, 252]
ad-title: TRINITY (CONGREGATIONAL) CHURCH. bbox=[702, 1264, 890, 1274]
ad-line: R. BINSTEAD, bbox=[984, 1082, 1036, 1091]
ad-line: DUNSTABLE HOUSE, bbox=[754, 1896, 838, 1906]
ad-line: Cashel street west, Christchurch. bbox=[951, 1099, 1069, 1108]
ad-kicker: NEW ADVERTISEMENT. bbox=[966, 963, 1054, 972]
paragraph: It was decided, on the motion of Mr Craig, seconded by Mr Anderson, that a reply should be sent that the Harbor Board regret they cannot spare the officers from their other duties to inspect the river as asked. bbox=[284, 314, 480, 349]
ad-line: In Announcing the ARRIVAL of their bbox=[728, 1663, 864, 1673]
ad-title: THE IMPORTANT TOWNSHIP bbox=[942, 229, 1078, 239]
ad-text: THE s.s. LYTTELTON will resume running to GOVERNORS' BAY ON SATURDAY NEXT, SEPT. 1ST, She will also run to PORT LEVY every TUESDAY. bbox=[908, 835, 1109, 861]
ad-line: 2 Gresham Buildings, bbox=[756, 1915, 836, 1925]
ad-price: PRICE, £160. bbox=[979, 430, 1041, 440]
